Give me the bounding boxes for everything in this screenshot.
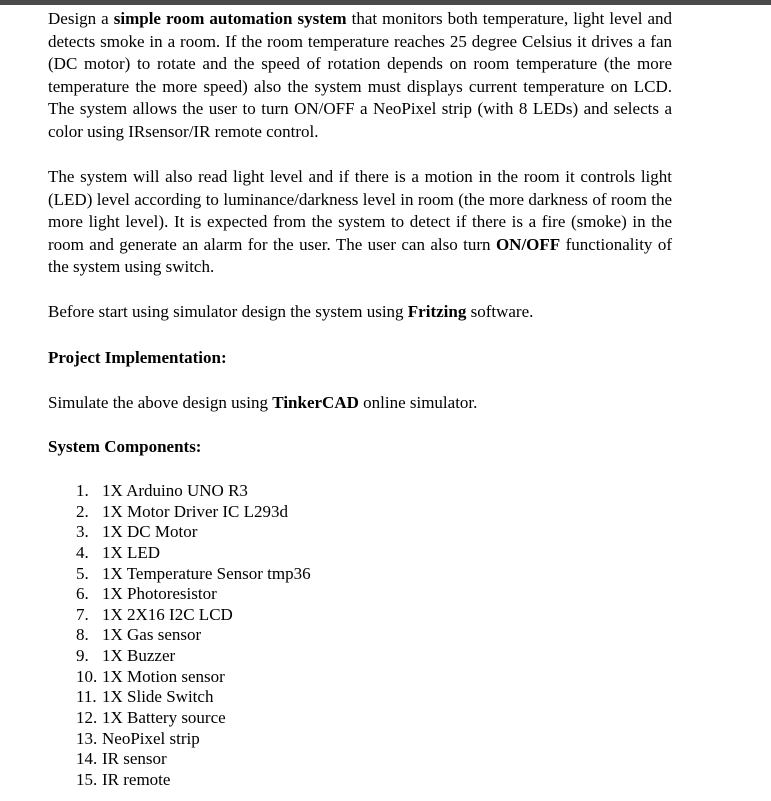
bold-term-on-off: ON/OFF [495, 234, 561, 254]
description-paragraph-2 [48, 166, 672, 279]
list-item [76, 564, 311, 585]
list-item [76, 481, 311, 502]
list-item [76, 502, 311, 523]
list-text: 1X Motor Driver IC L293d [102, 501, 289, 521]
list-item [76, 687, 311, 708]
list-item [76, 522, 311, 543]
heading-project-implementation: Project Implementation: [48, 348, 227, 367]
text-run: software. [466, 302, 534, 321]
list-number: 12. [76, 708, 98, 728]
description-paragraph-1 [48, 8, 672, 144]
list-number: 4. [76, 542, 89, 562]
list-item [76, 625, 311, 646]
bold-term-system: simple room automation system [113, 9, 347, 28]
tinkercad-paragraph [48, 392, 672, 415]
list-number: 3. [76, 522, 89, 542]
list-number: 15. [76, 769, 98, 789]
list-item [76, 584, 311, 605]
list-text: 1X Buzzer [102, 646, 176, 666]
text-run: functionality of the system using switch. [48, 234, 672, 277]
bold-term-tinkercad: TinkerCAD [272, 393, 359, 412]
list-item [76, 770, 311, 791]
list-number: 14. [76, 749, 98, 769]
list-number: 1. [76, 481, 89, 500]
list-item [76, 667, 311, 688]
text-run: that monitors both temperature, light level and detects smoke in a room. If the room temperature reaches 25 degree Celsius it drives a fan (DC motor) to rotate and the speed of rotation depends on room temperature (the more temperature the more speed) also the system must displays current temperature on LCD. The system allows the user to turn ON/OFF a NeoPixel strip (with 8 LEDs) and selects a color using IRsensor/IR remote control. [48, 9, 673, 141]
list-item [76, 749, 311, 770]
list-number: 9. [76, 646, 89, 666]
list-text: 1X DC Motor [102, 522, 198, 542]
heading-system-components: System Components: [48, 437, 202, 456]
list-text: 1X Temperature Sensor tmp36 [102, 563, 311, 583]
list-item [76, 605, 311, 626]
list-number: 6. [76, 584, 89, 604]
list-number: 10. [76, 666, 98, 686]
list-item [76, 729, 311, 750]
list-text: 1X 2X16 I2C LCD [102, 604, 233, 624]
list-text: 1X Photoresistor [102, 584, 217, 604]
list-number: 13. [76, 728, 98, 748]
bold-term-fritzing: Fritzing [407, 302, 467, 321]
list-text: 1X Motion sensor [102, 666, 225, 686]
list-text: 1X Gas sensor [102, 625, 202, 645]
text-run: The system will also read light level and if there is a motion in the room it controls light (LED) level according to luminance/darkness level in room (the more darkness of room the more light level). It is expected from the system to detect if there is a fire (smoke) in the room and generate an alarm for the user. The user can also turn [48, 167, 672, 254]
text-run: Before start using simulator design the system using [48, 302, 408, 321]
list-number: 11. [76, 687, 97, 707]
list-number: 8. [76, 625, 89, 645]
list-text: IR remote [102, 769, 171, 789]
list-number: 5. [76, 563, 89, 583]
list-text: 1X Slide Switch [102, 687, 214, 707]
text-run: Simulate the above design using [48, 393, 273, 412]
list-text: 1X LED [102, 542, 161, 562]
list-text: NeoPixel strip [102, 728, 200, 748]
fritzing-paragraph [48, 301, 672, 324]
list-number: 2. [76, 501, 89, 521]
list-item [76, 543, 311, 564]
text-run: Design a [48, 9, 114, 28]
text-run: online simulator. [358, 393, 478, 412]
list-item [76, 708, 311, 729]
components-list [76, 481, 311, 791]
top-edge-bar [0, 0, 771, 5]
list-text: 1X Battery source [102, 708, 226, 728]
list-text: 1X Arduino UNO R3 [102, 481, 248, 500]
list-item [76, 646, 311, 667]
list-text: IR sensor [102, 749, 167, 769]
list-number: 7. [76, 604, 89, 624]
